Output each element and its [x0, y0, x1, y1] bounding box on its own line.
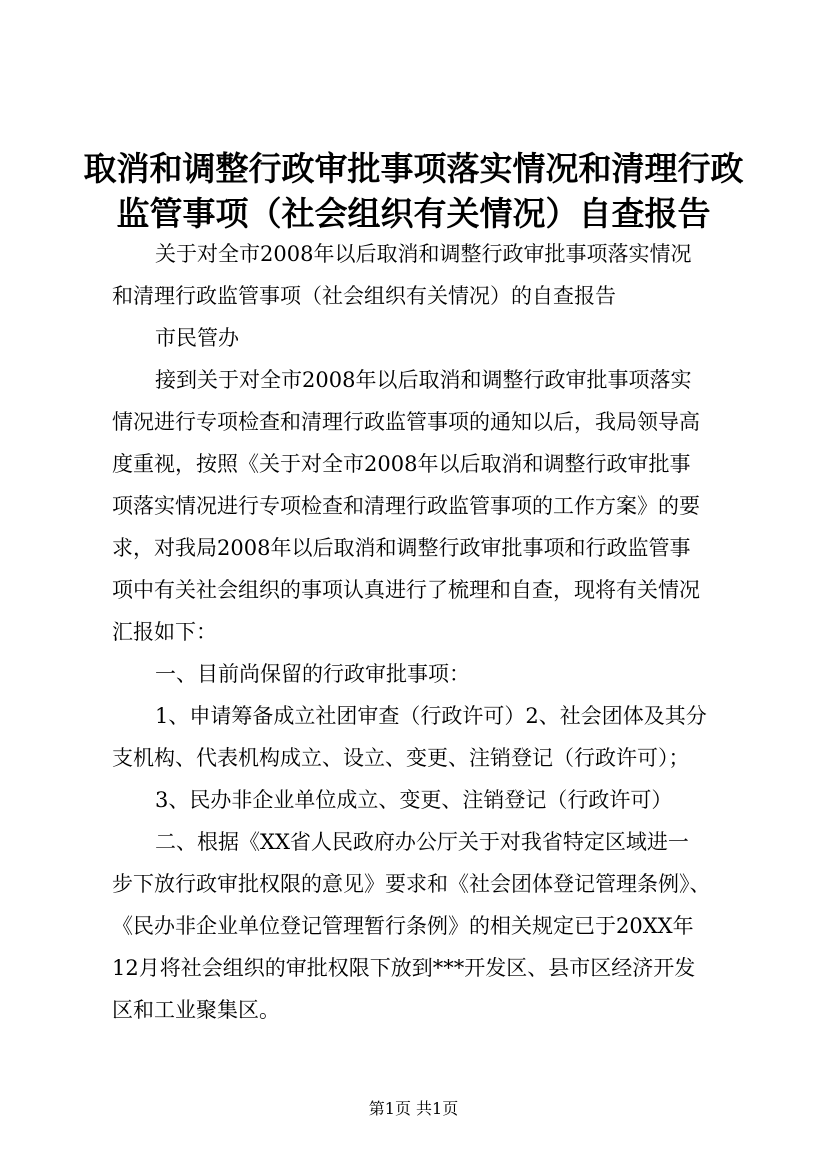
body-line: 区和工业聚集区。 [112, 998, 280, 1022]
body-line: 度重视，按照《关于对全市2008年以后取消和调整行政审批事 [112, 452, 691, 476]
page-footer: 第1页 共1页 [368, 1099, 459, 1118]
document-title-line-1: 取消和调整行政审批事项落实情况和清理行政 [83, 149, 744, 188]
body-line: 《民办非企业单位登记管理暂行条例》的相关规定已于20XX年 [112, 914, 694, 938]
body-line: 求，对我局2008年以后取消和调整行政审批事项和行政监管事 [112, 536, 691, 560]
body-line: 汇报如下： [112, 620, 217, 644]
body-line: 接到关于对全市2008年以后取消和调整行政审批事项落实 [155, 368, 692, 392]
body-line: 12月将社会组织的审批权限下放到***开发区、县市区经济开发 [112, 956, 696, 980]
body-line: 一、目前尚保留的行政审批事项： [155, 662, 470, 686]
body-line: 支机构、代表机构成立、设立、变更、注销登记（行政许可）； [112, 746, 690, 770]
body-line: 3、民办非企业单位成立、变更、注销登记（行政许可） [155, 788, 673, 812]
document-title-line-2: 监管事项（社会组织有关情况）自查报告 [116, 194, 711, 233]
body-line: 和清理行政监管事项（社会组织有关情况）的自查报告 [112, 284, 616, 308]
body-line: 1、申请筹备成立社团审查（行政许可）2、社会团体及其分 [155, 704, 707, 728]
body-line: 项中有关社会组织的事项认真进行了梳理和自查，现将有关情况 [112, 578, 700, 602]
body-line: 情况进行专项检查和清理行政监管事项的通知以后，我局领导高 [112, 410, 700, 434]
body-line: 市民管办 [155, 326, 239, 350]
body-line: 步下放行政审批权限的意见》要求和《社会团体登记管理条例》、 [112, 872, 711, 896]
body-line: 项落实情况进行专项检查和清理行政监管事项的工作方案》的要 [112, 494, 700, 518]
body-line: 关于对全市2008年以后取消和调整行政审批事项落实情况 [155, 242, 692, 266]
body-line: 二、根据《XX省人民政府办公厅关于对我省特定区域进一 [155, 830, 689, 854]
